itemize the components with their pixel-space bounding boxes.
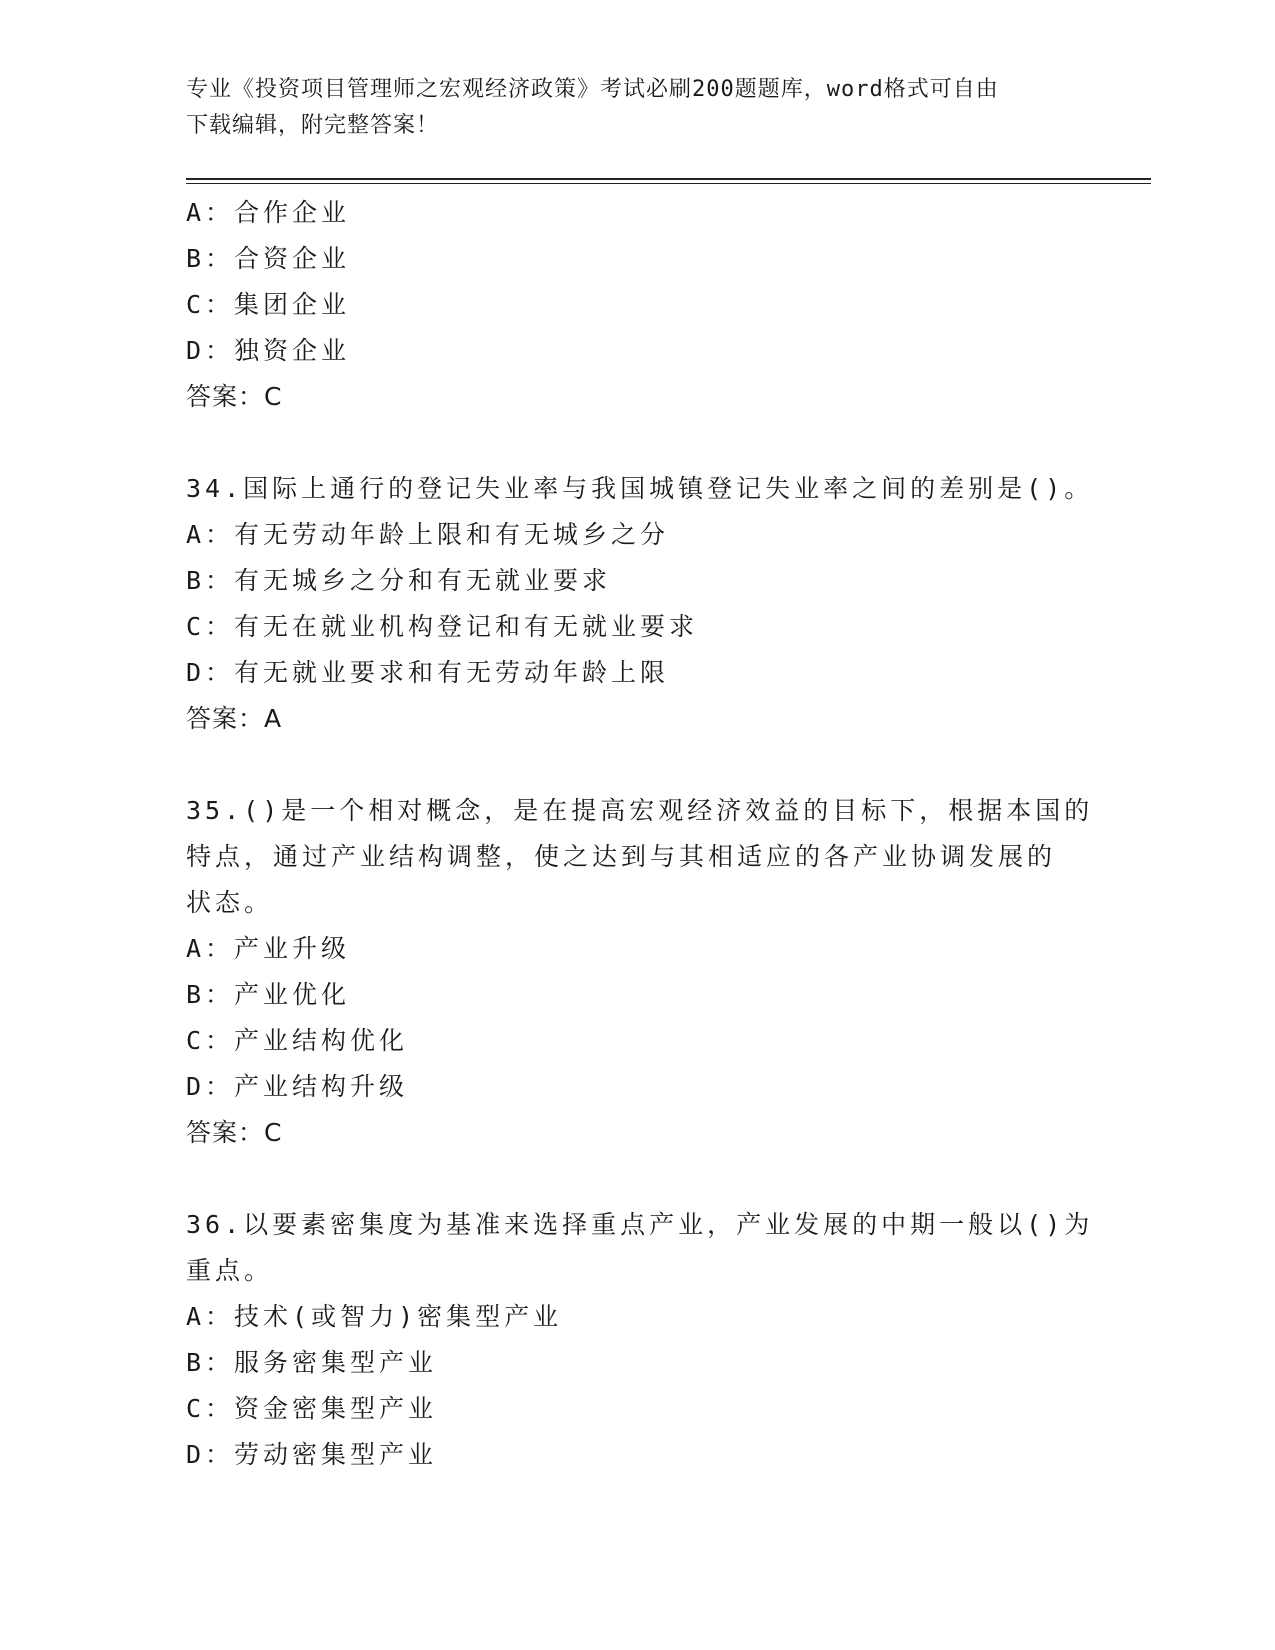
option-a: A：合作企业 xyxy=(186,198,351,227)
option-d: D：产业结构升级 xyxy=(186,1072,409,1101)
option-c: C：产业结构优化 xyxy=(186,1026,409,1055)
option-c: C：集团企业 xyxy=(186,290,351,319)
spacer xyxy=(186,420,1086,466)
header-line-2: 下载编辑，附完整答案！ xyxy=(186,113,440,138)
question-text: 34.国际上通行的登记失业率与我国城镇登记失业率之间的差别是()。 xyxy=(186,474,1094,503)
question-text-line-2: 特点，通过产业结构调整，使之达到与其相适应的各产业协调发展的 xyxy=(186,842,1057,871)
answer: 答案：C xyxy=(186,1118,283,1147)
option-d: D：有无就业要求和有无劳动年龄上限 xyxy=(186,658,670,687)
question-text-line-2: 重点。 xyxy=(186,1256,274,1285)
option-d: D：独资企业 xyxy=(186,336,351,365)
option-b: B：服务密集型产业 xyxy=(186,1348,438,1377)
option-a: A：有无劳动年龄上限和有无城乡之分 xyxy=(186,520,670,549)
header-divider xyxy=(186,178,1151,180)
question-text-line-3: 状态。 xyxy=(186,888,274,917)
question-list xyxy=(186,190,1094,1478)
question-35 xyxy=(186,788,1094,1156)
option-a: A：技术(或智力)密集型产业 xyxy=(186,1302,563,1331)
answer: 答案：A xyxy=(186,704,283,733)
header-divider-thin xyxy=(186,183,1151,184)
question-34 xyxy=(186,466,1094,742)
header-line-1: 专业《投资项目管理师之宏观经济政策》考试必刷200题题库，word格式可自由 xyxy=(186,77,999,102)
option-c: C：有无在就业机构登记和有无就业要求 xyxy=(186,612,699,641)
option-d: D：劳动密集型产业 xyxy=(186,1440,438,1469)
option-b: B：合资企业 xyxy=(186,244,351,273)
option-b: B：产业优化 xyxy=(186,980,351,1009)
option-c: C：资金密集型产业 xyxy=(186,1394,438,1423)
answer: 答案：C xyxy=(186,382,283,411)
option-b: B：有无城乡之分和有无就业要求 xyxy=(186,566,612,595)
question-text-line-1: 36.以要素密集度为基准来选择重点产业，产业发展的中期一般以()为 xyxy=(186,1210,1094,1239)
option-a: A：产业升级 xyxy=(186,934,351,963)
spacer xyxy=(186,742,1086,788)
question-33 xyxy=(186,190,1086,420)
question-text-line-1: 35.()是一个相对概念，是在提高宏观经济效益的目标下，根据本国的 xyxy=(186,796,1094,825)
document-header xyxy=(186,72,1066,144)
question-36 xyxy=(186,1202,1094,1478)
spacer xyxy=(186,1156,1086,1202)
